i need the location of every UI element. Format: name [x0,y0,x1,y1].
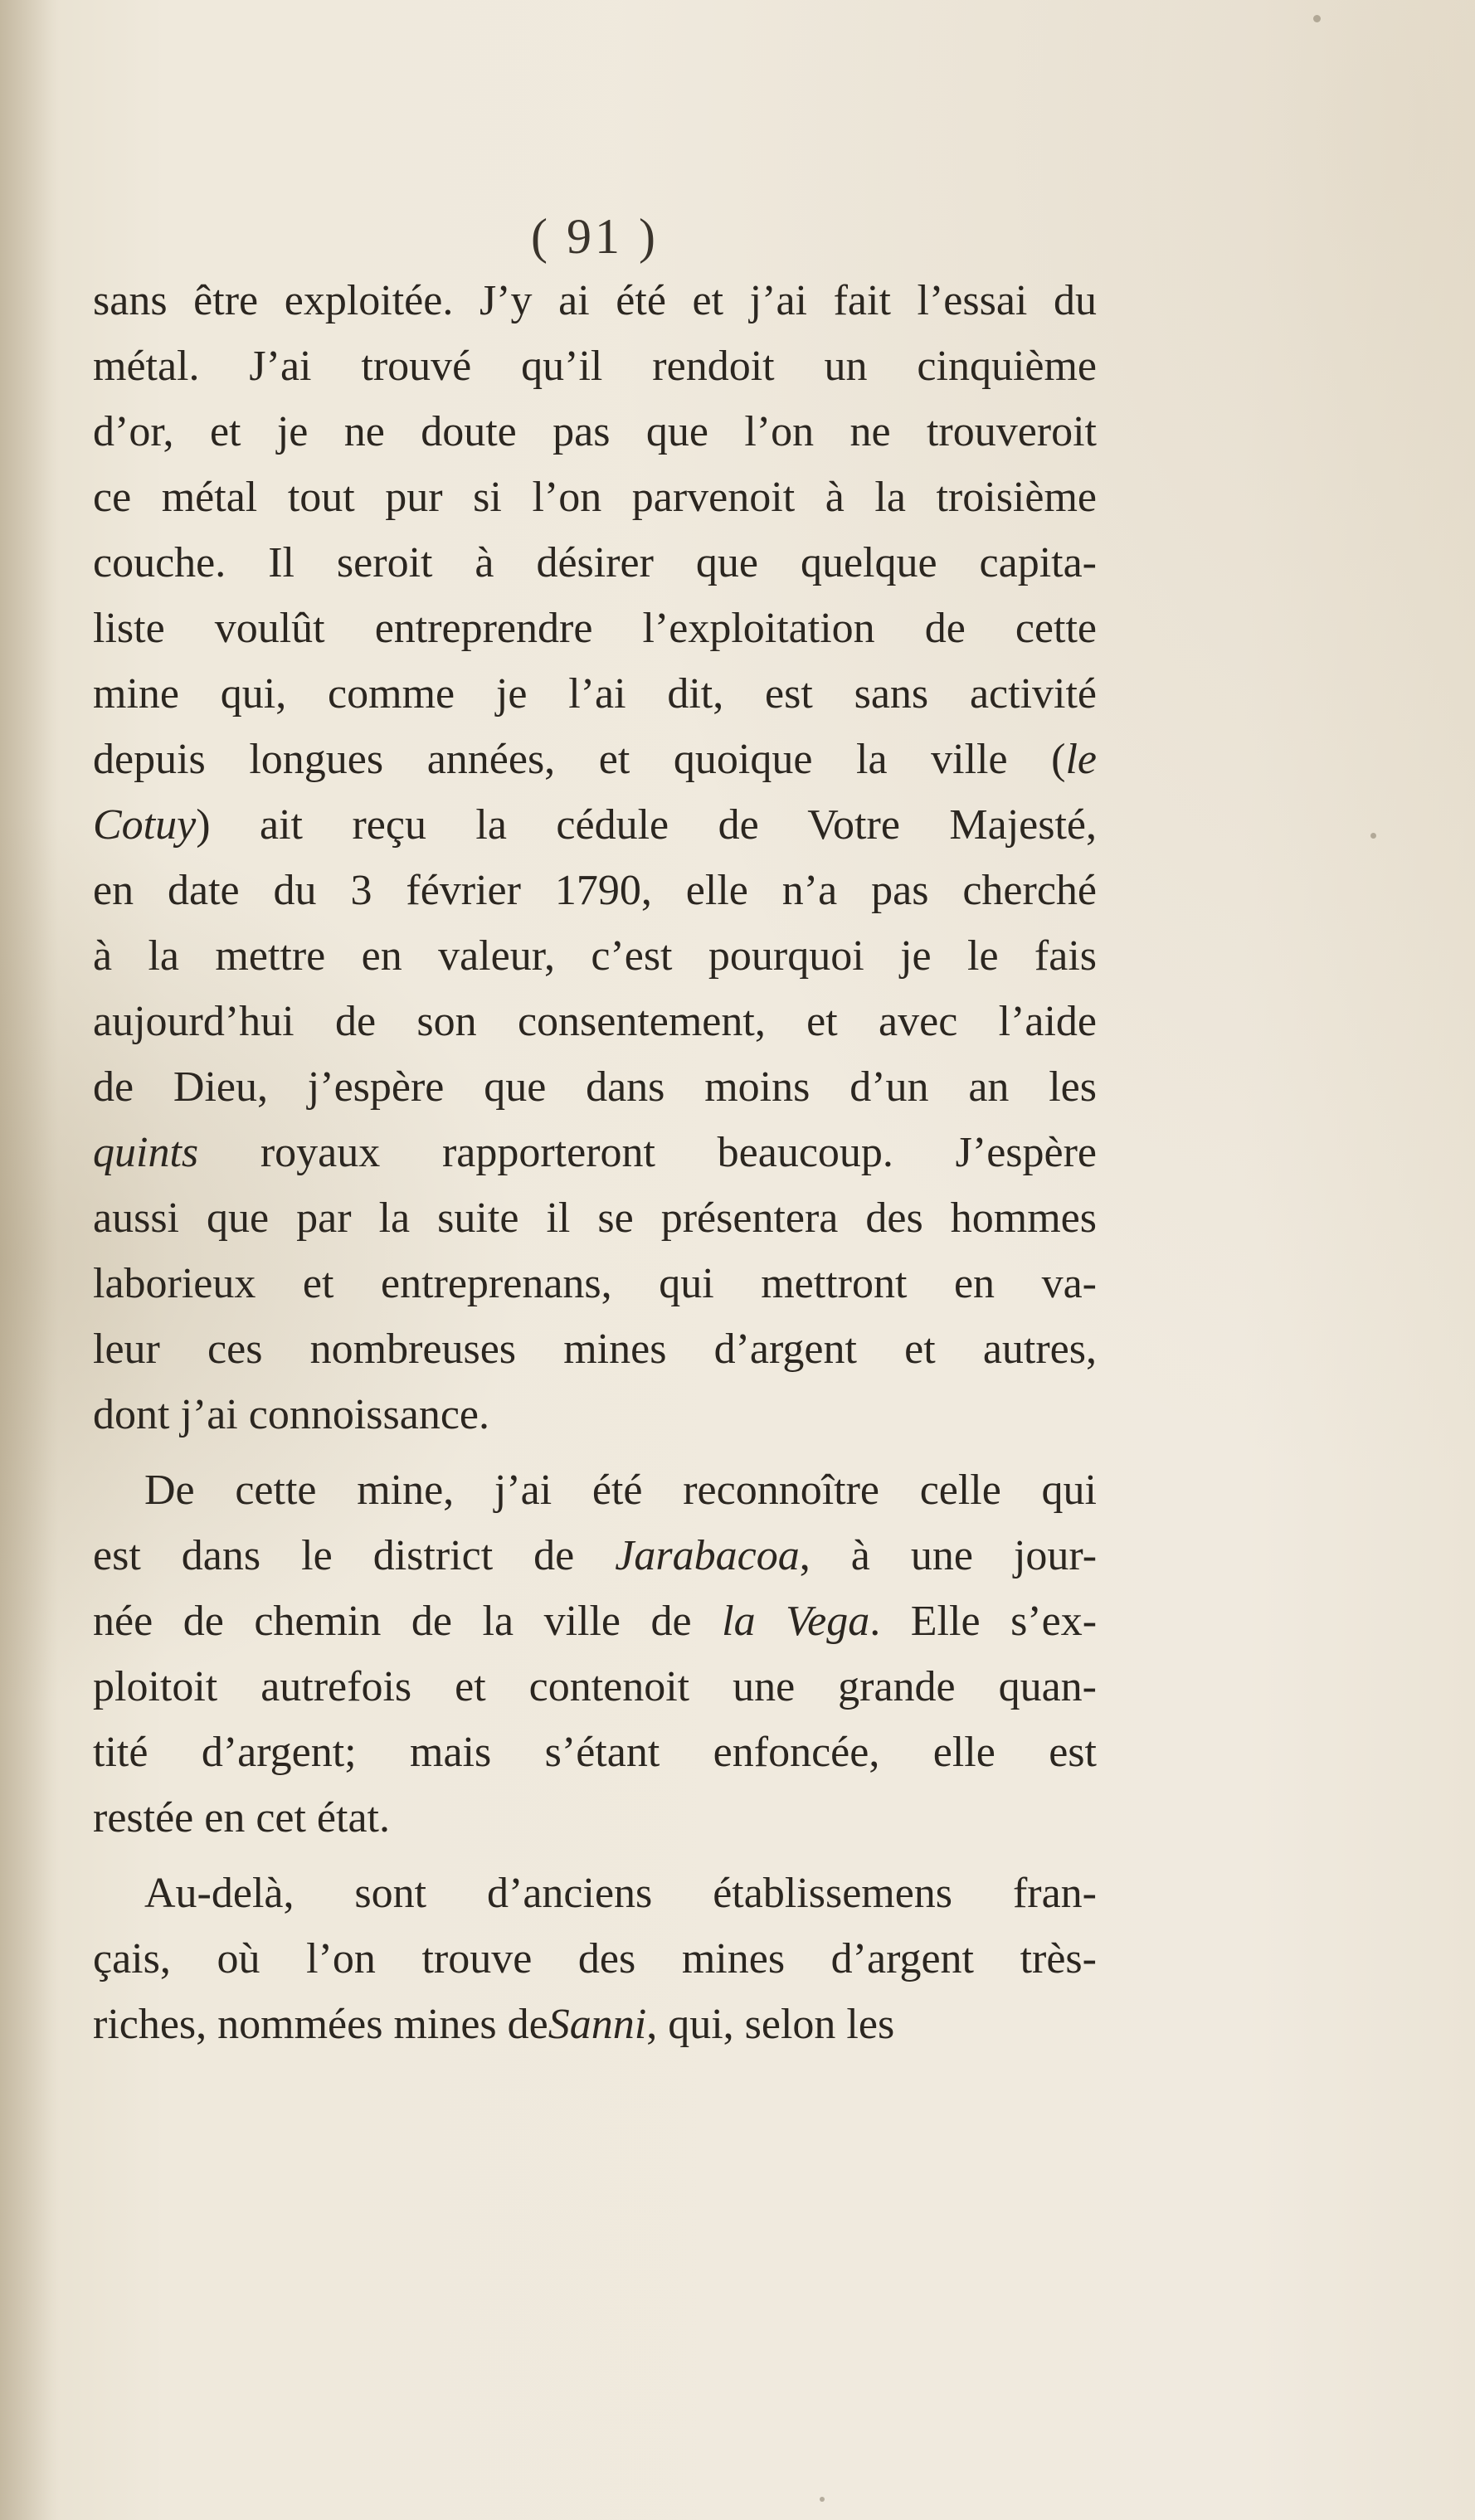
text-line [93,858,1097,923]
text-line [93,792,1097,858]
text-segment: restée en cet état. [93,1794,390,1841]
text-segment: laborieux et entreprenans, qui mettront en va- [93,1260,1097,1307]
text-segment: aujourd’hui de son consentement, et avec l’aide [93,998,1097,1045]
italic-text: le [1065,736,1097,783]
text-line [93,989,1097,1054]
text-line [93,1720,1097,1785]
page-gutter-shadow [0,0,58,2520]
page-number: ( 91 ) [531,209,659,264]
text-segment: à la mettre en valeur, c’est pourquoi je le fais [93,932,1097,980]
paper-speck [1313,15,1321,22]
text-line [93,333,1097,399]
text-line [93,1785,1097,1851]
text-line [93,1992,1097,2057]
text-line [93,268,1097,333]
text-line [93,1382,1097,1447]
text-segment: liste voulût entreprendre l’exploitation de cette [93,605,1097,652]
text-segment: métal. J’ai trouvé qu’il rendoit un cinquième [93,343,1097,390]
text-segment: née de chemin de la ville de [93,1598,723,1645]
text-line [93,1120,1097,1185]
text-segment: ce métal tout pur si l’on parvenoit à la troisième [93,474,1097,521]
paragraph [93,1457,1097,1851]
text-line [93,1316,1097,1382]
text-segment: Au-delà, sont d’anciens établissemens fran- [144,1870,1097,1917]
text-segment: dont j’ai connoissance. [93,1391,489,1438]
text-segment: . Elle s’ex- [869,1598,1097,1645]
text-line [93,1054,1097,1120]
text-segment: royaux rapporteront beaucoup. J’espère [198,1129,1097,1176]
text-segment: sans être exploitée. J’y ai été et j’ai fait l’essai du [93,277,1097,324]
body-text [93,268,1097,2057]
paragraph-gap [93,1447,1097,1457]
text-segment: leur ces nombreuses mines d’argent et autres, [93,1326,1097,1373]
italic-text: Sanni [548,2001,647,2048]
italic-text: la Vega [722,1598,870,1645]
text-segment: d’or, et je ne doute pas que l’on ne trouveroit [93,408,1097,455]
text-segment: çais, où l’on trouve des mines d’argent très- [93,1935,1097,1982]
text-line [93,661,1097,727]
text-segment: De cette mine, j’ai été reconnoître celle qui [144,1467,1097,1514]
text-line [93,465,1097,530]
text-line [93,399,1097,465]
paper-speck [820,2497,825,2502]
paragraph [93,268,1097,1447]
text-segment: couche. Il seroit à désirer que quelque capita- [93,539,1097,586]
italic-text: quints [93,1129,199,1176]
text-line [93,1251,1097,1316]
text-line [93,1457,1097,1523]
text-segment: ) ait reçu la cédule de Votre Majesté, [196,801,1097,849]
paragraph-gap [93,1851,1097,1861]
text-line [93,596,1097,661]
text-segment: est dans le district de [93,1532,616,1579]
text-segment: , à une jour- [799,1532,1097,1579]
text-line [93,923,1097,989]
text-segment: ploitoit autrefois et contenoit une grande quan- [93,1663,1097,1710]
text-line [93,1654,1097,1720]
text-segment: en date du 3 février 1790, elle n’a pas cherché [93,867,1097,914]
text-line [93,1926,1097,1992]
italic-text: Cotuy [93,801,197,849]
paragraph [93,1861,1097,2057]
text-segment: de Dieu, j’espère que dans moins d’un an les [93,1063,1097,1111]
paper-speck [1370,833,1376,839]
text-line [93,530,1097,596]
text-segment: tité d’argent; mais s’étant enfoncée, elle est [93,1729,1097,1776]
text-block [93,209,1097,2057]
text-line [93,727,1097,792]
text-segment: aussi que par la suite il se présentera des hommes [93,1194,1097,1242]
text-line [93,1588,1097,1654]
text-segment: mine qui, comme je l’ai dit, est sans activité [93,670,1097,718]
text-segment: , qui, selon les [646,2001,895,2048]
text-line [93,1523,1097,1588]
text-line [93,1861,1097,1926]
text-line [93,1185,1097,1251]
italic-text: Jarabacoa [615,1532,800,1579]
text-segment: riches, nommées mines de [93,2001,548,2048]
text-segment: depuis longues années, et quoique la ville ( [93,736,1066,783]
